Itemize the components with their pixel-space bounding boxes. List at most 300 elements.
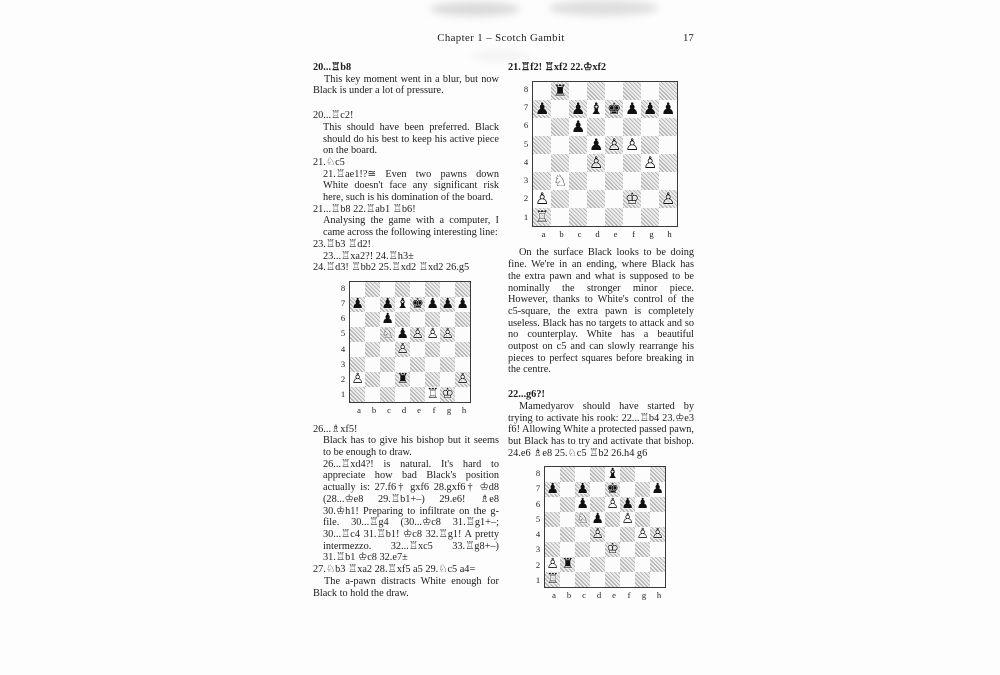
board-square	[620, 557, 635, 572]
board-square	[425, 282, 440, 297]
rank-label: 7	[535, 483, 541, 494]
board-square	[425, 357, 440, 372]
chess-piece: ♟	[534, 98, 550, 118]
board-square	[620, 542, 635, 557]
chess-piece: ♔	[606, 541, 619, 557]
file-label: g	[641, 590, 647, 601]
board-square	[635, 497, 650, 512]
board-square	[569, 82, 587, 100]
board-square	[380, 387, 395, 402]
chess-diagram	[508, 81, 694, 241]
board-square	[410, 357, 425, 372]
board-square	[350, 342, 365, 357]
board-square	[350, 387, 365, 402]
board-square	[380, 327, 395, 342]
board-square	[395, 387, 410, 402]
board-square	[650, 542, 665, 557]
board-square	[587, 190, 605, 208]
board-square	[455, 282, 470, 297]
chess-piece: ♟	[576, 496, 589, 512]
paragraph-spacer	[508, 376, 694, 389]
board-square	[365, 357, 380, 372]
board-square	[395, 297, 410, 312]
board-square	[455, 297, 470, 312]
rank-label: 6	[340, 313, 346, 324]
board-square	[569, 136, 587, 154]
chess-piece: ♔	[441, 385, 454, 402]
board-square	[650, 557, 665, 572]
board-square	[440, 342, 455, 357]
file-label: a	[357, 404, 361, 415]
right-column	[508, 62, 694, 609]
board-square	[560, 572, 575, 587]
board-square	[410, 327, 425, 342]
board-square	[641, 154, 659, 172]
paragraph: 26...♖xd4?! is natural. It's hard to appreciate how bad Black's position actually is: 27.f6† gxf6 28.gxf6† ♔d8 (28...♔e8 29.♖b1+–) 29.e6! ♗e8 30.♔h1! Preparing to infiltrate on the g-file. 30...♖g4 (30...♔c8 31.♖g1+–; 30...♖c4 31.♖b1! ♔c8 32.♖g1! A pretty intermezzo. 32...♖xc5 33.♖g8+–) 31.♖b1 ♔c8 32.e7±	[323, 458, 499, 564]
board-square	[575, 557, 590, 572]
board-square	[623, 190, 641, 208]
move-line: 27.♘b3 ♖xa2 28.♖xf5 a5 29.♘c5 a4=	[313, 564, 476, 576]
chess-piece: ♜	[396, 370, 409, 387]
rank-label: 6	[523, 120, 529, 131]
board-square	[440, 312, 455, 327]
board-square	[533, 172, 551, 190]
board-square	[605, 542, 620, 557]
file-label: d	[401, 404, 407, 415]
file-labels	[352, 405, 472, 417]
board-square	[590, 572, 605, 587]
board-square	[545, 572, 560, 587]
board-square	[410, 342, 425, 357]
board-with-ranks	[524, 81, 678, 227]
chess-piece: ♙	[591, 526, 604, 542]
board-square	[380, 282, 395, 297]
board-square	[455, 312, 470, 327]
chess-piece: ♟	[636, 496, 649, 512]
board-square	[659, 190, 677, 208]
paragraph: This should have been preferred. Black should do his best to keep his active piece on the board.	[323, 121, 499, 157]
chess-piece: ♘	[552, 170, 568, 190]
rank-label: 2	[535, 559, 541, 570]
board-square	[635, 572, 650, 587]
board-square	[545, 512, 560, 527]
board-square	[569, 190, 587, 208]
chess-piece: ♙	[624, 134, 640, 154]
file-label: b	[559, 228, 564, 239]
board-square	[440, 282, 455, 297]
paragraph-spacer	[313, 97, 499, 110]
chess-piece: ♝	[606, 466, 619, 482]
file-label: f	[432, 404, 436, 415]
board-square	[569, 118, 587, 136]
board-square	[560, 512, 575, 527]
chess-piece: ♔	[624, 188, 640, 208]
board-square	[659, 136, 677, 154]
board-square	[545, 482, 560, 497]
rank-labels	[536, 466, 540, 588]
rank-label: 8	[535, 468, 541, 479]
chess-piece: ♟	[456, 295, 469, 312]
move-line: 24.♖d3! ♖bb2 25.♖xd2 ♖xd2 26.g5	[313, 262, 470, 274]
chess-board	[349, 281, 471, 403]
board-square	[440, 357, 455, 372]
chess-piece: ♙	[456, 370, 469, 387]
board-square	[350, 357, 365, 372]
board-square	[605, 154, 623, 172]
file-label: h	[656, 590, 662, 601]
chess-piece: ♖	[534, 206, 550, 226]
file-label: c	[582, 590, 586, 601]
chess-piece: ♖	[546, 571, 559, 587]
board-square	[635, 467, 650, 482]
board-square	[545, 497, 560, 512]
board-square	[641, 208, 659, 226]
chess-piece: ♟	[351, 295, 364, 312]
move-line: 21.♘c5	[313, 156, 345, 168]
chess-piece: ♘	[381, 325, 394, 342]
board-square	[620, 467, 635, 482]
board-square	[425, 372, 440, 387]
board-square	[455, 327, 470, 342]
board-square	[551, 190, 569, 208]
board-square	[650, 572, 665, 587]
board-square	[440, 327, 455, 342]
board-square	[623, 154, 641, 172]
paragraph: Analysing the game with a computer, I came across the following interesting line:	[323, 215, 499, 239]
rank-label: 5	[523, 138, 529, 149]
chess-piece: ♚	[606, 481, 619, 497]
board-square	[641, 118, 659, 136]
board-with-ranks	[536, 466, 666, 588]
chess-piece: ♙	[588, 152, 604, 172]
paragraph: Mamedyarov should have started by trying to activate his rook: 22...♖b4 23.♔e3 f6! Allowing White a protected passed pawn, but Black has to try and activate that bishop. 24.e6 ♗e8 25.♘c5 ♖b2 26.h4 g6	[508, 400, 694, 459]
board-square	[650, 527, 665, 542]
board-square	[587, 100, 605, 118]
board-square	[365, 327, 380, 342]
chess-piece: ♜	[561, 556, 574, 572]
rank-label: 1	[340, 389, 346, 400]
board-square	[380, 297, 395, 312]
board-square	[350, 372, 365, 387]
rank-label: 1	[523, 211, 529, 222]
board-square	[605, 208, 623, 226]
board-square	[350, 327, 365, 342]
rank-label: 1	[535, 574, 541, 585]
chess-piece: ♟	[591, 511, 604, 527]
file-label: e	[613, 228, 618, 239]
board-square	[560, 497, 575, 512]
paragraph: 21.♖ae1!?≅ Even two pawns down White doesn't face any significant risk here, such is his domination of the board.	[323, 168, 499, 204]
board-square	[455, 357, 470, 372]
board-square	[533, 154, 551, 172]
board-square	[533, 118, 551, 136]
chess-piece: ♟	[642, 98, 658, 118]
rank-label: 4	[535, 529, 541, 540]
rank-label: 7	[340, 297, 346, 308]
board-square	[395, 327, 410, 342]
board-square	[605, 497, 620, 512]
board-square	[635, 542, 650, 557]
chess-piece: ♙	[426, 325, 439, 342]
board-square	[425, 342, 440, 357]
board-square	[659, 100, 677, 118]
board-square	[425, 327, 440, 342]
board-square	[569, 100, 587, 118]
board-square	[560, 527, 575, 542]
rank-label: 2	[340, 374, 346, 385]
file-label: c	[387, 404, 391, 415]
file-labels	[535, 229, 679, 241]
board-square	[350, 312, 365, 327]
board-with-ranks	[341, 281, 471, 403]
chess-piece: ♟	[651, 481, 664, 497]
board-square	[659, 82, 677, 100]
chess-piece: ♟	[570, 116, 586, 136]
board-square	[533, 208, 551, 226]
board-square	[455, 342, 470, 357]
board-square	[560, 557, 575, 572]
rank-label: 7	[523, 102, 529, 113]
board-square	[551, 82, 569, 100]
chess-piece: ♟	[546, 481, 559, 497]
chess-piece: ♙	[606, 496, 619, 512]
paragraph: This key moment went in a blur, but now Black is under a lot of pressure.	[313, 73, 499, 97]
board-square	[425, 312, 440, 327]
rank-label: 3	[523, 175, 529, 186]
move-line: 21...♖b8 22.♖ab1 ♖b6!	[313, 203, 416, 215]
board-square	[623, 172, 641, 190]
board-square	[365, 342, 380, 357]
file-label: h	[667, 228, 672, 239]
rank-label: 8	[523, 83, 529, 94]
chess-piece: ♟	[624, 98, 640, 118]
board-square	[575, 527, 590, 542]
board-square	[641, 82, 659, 100]
board-square	[365, 312, 380, 327]
board-square	[410, 282, 425, 297]
board-square	[590, 467, 605, 482]
board-square	[659, 208, 677, 226]
chess-piece: ♟	[621, 496, 634, 512]
board-square	[410, 297, 425, 312]
board-square	[551, 208, 569, 226]
board-square	[605, 82, 623, 100]
board-square	[587, 172, 605, 190]
scan-artifact	[470, 52, 530, 60]
board-square	[365, 387, 380, 402]
board-square	[425, 297, 440, 312]
chess-piece: ♙	[534, 188, 550, 208]
rank-label: 4	[523, 156, 529, 167]
chess-piece: ♝	[396, 295, 409, 312]
rank-labels	[524, 81, 528, 227]
board-square	[590, 527, 605, 542]
chess-piece: ♟	[426, 295, 439, 312]
board-square	[623, 100, 641, 118]
left-column	[313, 62, 499, 599]
board-square	[587, 154, 605, 172]
board-square	[560, 482, 575, 497]
board-square	[635, 527, 650, 542]
board-square	[395, 357, 410, 372]
chess-piece: ♟	[576, 481, 589, 497]
chess-piece: ♖	[426, 385, 439, 402]
board-square	[551, 172, 569, 190]
board-square	[533, 100, 551, 118]
file-label: e	[612, 590, 616, 601]
move-line: 20...♖b8	[313, 62, 352, 73]
file-label: g	[649, 228, 654, 239]
board-square	[380, 312, 395, 327]
board-square	[605, 190, 623, 208]
rank-label: 2	[523, 193, 529, 204]
board-square	[380, 357, 395, 372]
board-square	[641, 100, 659, 118]
board-square	[587, 118, 605, 136]
board-square	[569, 208, 587, 226]
board-square	[641, 136, 659, 154]
board-square	[551, 118, 569, 136]
board-square	[533, 136, 551, 154]
board-square	[395, 282, 410, 297]
chess-piece: ♚	[411, 295, 424, 312]
board-square	[590, 542, 605, 557]
chess-piece: ♙	[546, 556, 559, 572]
file-label: e	[417, 404, 421, 415]
rank-labels	[341, 281, 345, 403]
rank-label: 5	[535, 513, 541, 524]
board-square	[455, 387, 470, 402]
board-square	[440, 372, 455, 387]
board-square	[605, 100, 623, 118]
board-square	[590, 482, 605, 497]
board-square	[575, 512, 590, 527]
board-square	[605, 512, 620, 527]
board-square	[395, 372, 410, 387]
rank-label: 3	[340, 358, 346, 369]
chess-piece: ♜	[552, 80, 568, 100]
board-square	[569, 172, 587, 190]
chess-diagram	[508, 466, 694, 602]
board-square	[395, 312, 410, 327]
board-square	[623, 82, 641, 100]
board-square	[605, 136, 623, 154]
board-square	[440, 387, 455, 402]
board-square	[587, 82, 605, 100]
move-line: 20...♖c2!	[313, 110, 354, 122]
board-square	[575, 542, 590, 557]
paragraph: 23...♖xa2?! 24.♖h3±	[323, 250, 414, 262]
board-square	[590, 557, 605, 572]
board-square	[380, 372, 395, 387]
chess-piece: ♟	[396, 325, 409, 342]
board-square	[587, 208, 605, 226]
board-square	[350, 297, 365, 312]
chess-piece: ♙	[411, 325, 424, 342]
chess-board	[544, 466, 666, 588]
board-square	[623, 118, 641, 136]
board-square	[623, 208, 641, 226]
chess-piece: ♟	[381, 310, 394, 327]
board-square	[620, 512, 635, 527]
board-square	[350, 282, 365, 297]
board-square	[560, 467, 575, 482]
chess-piece: ♘	[576, 511, 589, 527]
chess-piece: ♟	[570, 98, 586, 118]
file-label: d	[595, 228, 600, 239]
board-square	[641, 190, 659, 208]
board-square	[605, 172, 623, 190]
rank-label: 4	[340, 343, 346, 354]
board-square	[365, 372, 380, 387]
chess-piece: ♚	[606, 98, 622, 118]
board-square	[659, 118, 677, 136]
board-square	[410, 312, 425, 327]
board-square	[650, 497, 665, 512]
board-square	[620, 572, 635, 587]
board-square	[551, 136, 569, 154]
chess-piece: ♙	[396, 340, 409, 357]
paragraph: The a-pawn distracts White enough for Black to hold the draw.	[313, 575, 499, 599]
rank-label: 3	[535, 544, 541, 555]
board-square	[605, 118, 623, 136]
board-square	[605, 557, 620, 572]
chess-board	[532, 81, 678, 227]
board-square	[587, 136, 605, 154]
board-square	[455, 372, 470, 387]
rank-label: 5	[340, 328, 346, 339]
board-square	[410, 387, 425, 402]
chess-piece: ♟	[381, 295, 394, 312]
chess-piece: ♙	[636, 526, 649, 542]
chess-piece: ♟	[441, 295, 454, 312]
rank-label: 6	[535, 498, 541, 509]
chess-piece: ♟	[588, 134, 604, 154]
chess-piece: ♙	[642, 152, 658, 172]
file-label: d	[596, 590, 602, 601]
move-line: 23.♖b3 ♖d2!	[313, 238, 371, 250]
board-square	[533, 82, 551, 100]
file-label: f	[627, 590, 631, 601]
board-square	[395, 342, 410, 357]
move-line: 22...g6?!	[508, 389, 545, 401]
chess-piece: ♙	[351, 370, 364, 387]
file-label: b	[371, 404, 377, 415]
board-square	[659, 154, 677, 172]
chess-piece: ♝	[588, 98, 604, 118]
chapter-header: Chapter 1 – Scotch Gambit	[437, 32, 565, 44]
paragraph: On the surface Black looks to be doing fine. We're in an ending, where Black has the extra pawn and what is supposed to be nominally the stronger minor piece. However, thanks to White's control of the c5-square, the extra pawn is completely useless. Black has no targets to attack and so no counterplay. White has a beautiful outpost on c5 and can slowly rearrange his pieces to perfect squares before breaking in the centre.	[508, 247, 694, 376]
move-line: 26...♗xf5!	[313, 423, 358, 435]
scan-artifact	[430, 2, 520, 16]
board-square	[659, 172, 677, 190]
rank-label: 8	[340, 282, 346, 293]
file-label: a	[541, 228, 546, 239]
file-label: a	[552, 590, 556, 601]
scan-artifact	[548, 0, 658, 16]
board-square	[551, 100, 569, 118]
board-square	[365, 282, 380, 297]
move-line: 21.♖f2! ♖xf2 22.♔xf2	[508, 62, 607, 73]
chess-piece: ♙	[660, 188, 676, 208]
file-label: b	[566, 590, 572, 601]
board-square	[569, 154, 587, 172]
board-square	[425, 387, 440, 402]
board-square	[551, 154, 569, 172]
board-square	[641, 172, 659, 190]
board-square	[545, 527, 560, 542]
board-square	[575, 572, 590, 587]
